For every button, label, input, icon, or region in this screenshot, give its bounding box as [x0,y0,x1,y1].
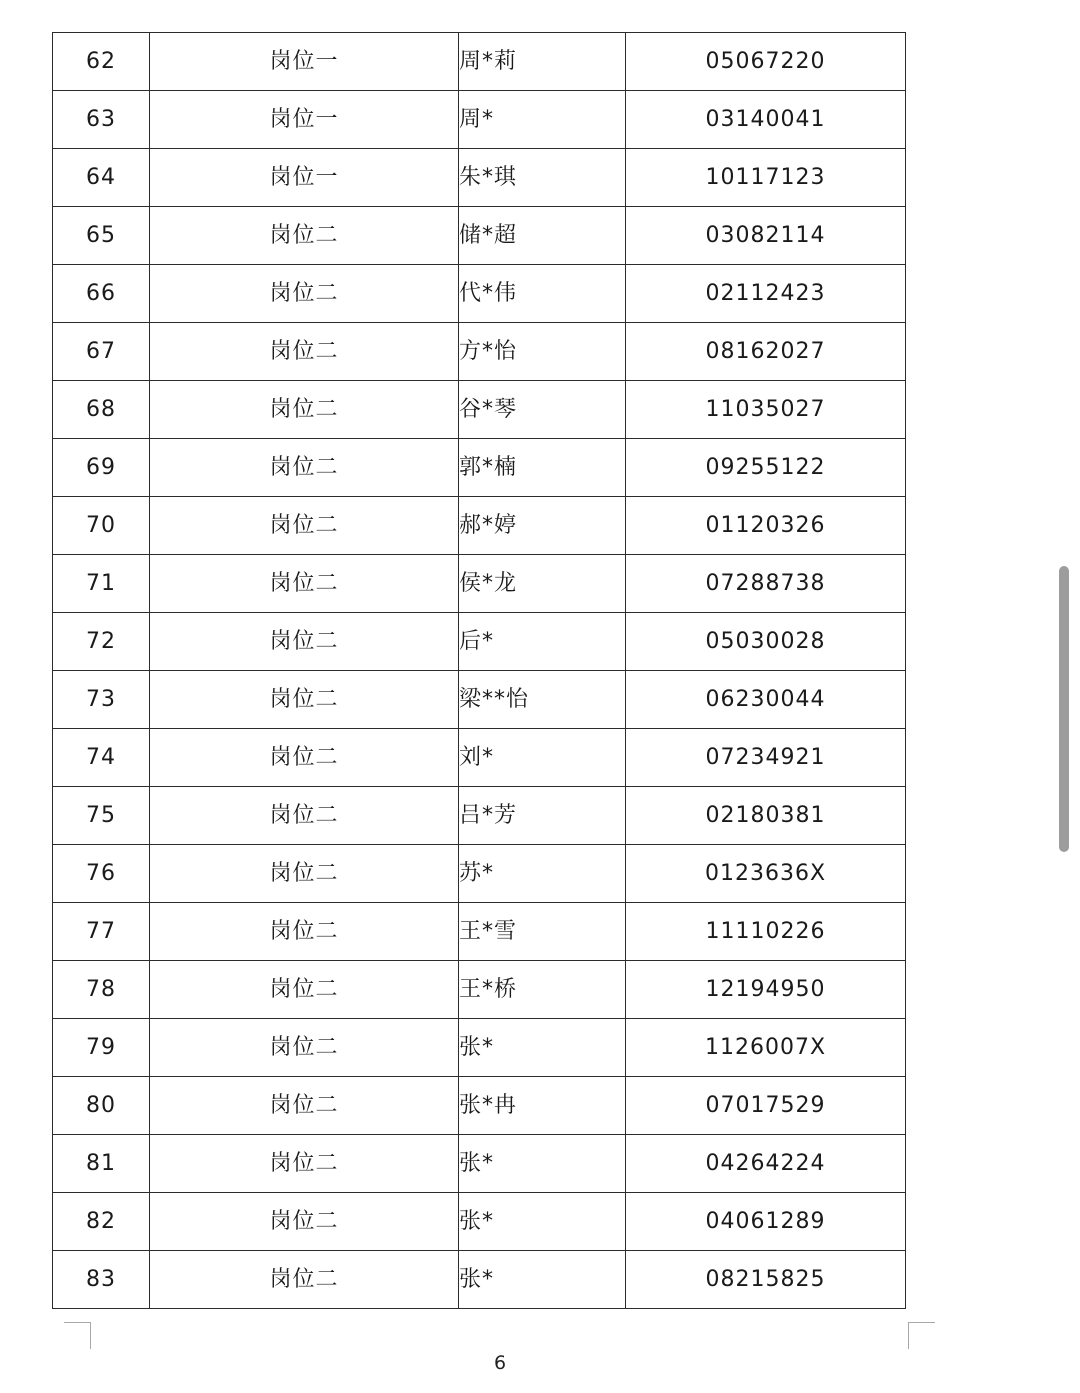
table-row [53,729,906,787]
table-row [53,1251,906,1309]
id-number-cell: 04264224 [626,1135,906,1193]
id-number-cell: 05030028 [626,613,906,671]
row-number-cell: 74 [53,729,150,787]
table-row [53,33,906,91]
row-number-cell: 67 [53,323,150,381]
name-cell: 王*雪 [459,903,626,961]
name-cell: 方*怡 [459,323,626,381]
id-number-cell: 07234921 [626,729,906,787]
row-number-cell: 66 [53,265,150,323]
id-number-cell: 1126007X [626,1019,906,1077]
table-row [53,961,906,1019]
name-cell: 张* [459,1193,626,1251]
id-number-cell: 07288738 [626,555,906,613]
id-number-cell: 05067220 [626,33,906,91]
table-row [53,1019,906,1077]
id-number-cell: 09255122 [626,439,906,497]
table-row [53,323,906,381]
row-number-cell: 82 [53,1193,150,1251]
position-cell: 岗位二 [150,1251,459,1309]
name-cell: 周* [459,91,626,149]
position-cell: 岗位二 [150,671,459,729]
id-number-cell: 08215825 [626,1251,906,1309]
name-cell: 张*冉 [459,1077,626,1135]
row-number-cell: 83 [53,1251,150,1309]
id-number-cell: 04061289 [626,1193,906,1251]
name-cell: 苏* [459,845,626,903]
name-cell: 谷*琴 [459,381,626,439]
position-cell: 岗位二 [150,787,459,845]
row-number-cell: 71 [53,555,150,613]
position-cell: 岗位二 [150,729,459,787]
id-number-cell: 11035027 [626,381,906,439]
position-cell: 岗位一 [150,33,459,91]
crop-mark-bottom-left [64,1322,91,1349]
table-row [53,207,906,265]
row-number-cell: 69 [53,439,150,497]
name-cell: 侯*龙 [459,555,626,613]
name-cell: 郭*楠 [459,439,626,497]
id-number-cell: 11110226 [626,903,906,961]
row-number-cell: 64 [53,149,150,207]
position-cell: 岗位二 [150,323,459,381]
id-number-cell: 08162027 [626,323,906,381]
position-cell: 岗位二 [150,265,459,323]
table-row [53,91,906,149]
table-row [53,497,906,555]
row-number-cell: 65 [53,207,150,265]
roster-table [52,32,906,1309]
position-cell: 岗位一 [150,149,459,207]
table-row [53,845,906,903]
name-cell: 张* [459,1251,626,1309]
name-cell: 刘* [459,729,626,787]
table-row [53,1077,906,1135]
row-number-cell: 77 [53,903,150,961]
id-number-cell: 03082114 [626,207,906,265]
name-cell: 周*莉 [459,33,626,91]
position-cell: 岗位二 [150,1077,459,1135]
id-number-cell: 02180381 [626,787,906,845]
table-row [53,149,906,207]
position-cell: 岗位二 [150,381,459,439]
row-number-cell: 81 [53,1135,150,1193]
position-cell: 岗位二 [150,1019,459,1077]
position-cell: 岗位二 [150,903,459,961]
table-row [53,265,906,323]
row-number-cell: 70 [53,497,150,555]
name-cell: 梁**怡 [459,671,626,729]
id-number-cell: 07017529 [626,1077,906,1135]
name-cell: 储*超 [459,207,626,265]
table-row [53,1193,906,1251]
page-number: 6 [493,1352,507,1374]
vertical-scrollbar-thumb[interactable] [1059,566,1069,852]
table-row [53,439,906,497]
id-number-cell: 03140041 [626,91,906,149]
position-cell: 岗位二 [150,1135,459,1193]
row-number-cell: 76 [53,845,150,903]
id-number-cell: 06230044 [626,671,906,729]
row-number-cell: 79 [53,1019,150,1077]
table-row [53,555,906,613]
table-row [53,903,906,961]
name-cell: 张* [459,1019,626,1077]
position-cell: 岗位二 [150,1193,459,1251]
name-cell: 朱*琪 [459,149,626,207]
crop-mark-bottom-right [908,1322,935,1349]
table-row [53,787,906,845]
name-cell: 王*桥 [459,961,626,1019]
name-cell: 张* [459,1135,626,1193]
row-number-cell: 78 [53,961,150,1019]
id-number-cell: 02112423 [626,265,906,323]
name-cell: 后* [459,613,626,671]
position-cell: 岗位二 [150,613,459,671]
table-row [53,671,906,729]
name-cell: 吕*芳 [459,787,626,845]
row-number-cell: 73 [53,671,150,729]
row-number-cell: 72 [53,613,150,671]
row-number-cell: 63 [53,91,150,149]
id-number-cell: 01120326 [626,497,906,555]
table-row [53,1135,906,1193]
table-row [53,381,906,439]
position-cell: 岗位二 [150,845,459,903]
row-number-cell: 80 [53,1077,150,1135]
position-cell: 岗位二 [150,961,459,1019]
row-number-cell: 68 [53,381,150,439]
id-number-cell: 12194950 [626,961,906,1019]
row-number-cell: 62 [53,33,150,91]
name-cell: 代*伟 [459,265,626,323]
position-cell: 岗位二 [150,439,459,497]
position-cell: 岗位二 [150,207,459,265]
table-row [53,613,906,671]
position-cell: 岗位二 [150,555,459,613]
id-number-cell: 0123636X [626,845,906,903]
position-cell: 岗位一 [150,91,459,149]
id-number-cell: 10117123 [626,149,906,207]
row-number-cell: 75 [53,787,150,845]
roster-table-body [53,33,906,1309]
position-cell: 岗位二 [150,497,459,555]
name-cell: 郝*婷 [459,497,626,555]
